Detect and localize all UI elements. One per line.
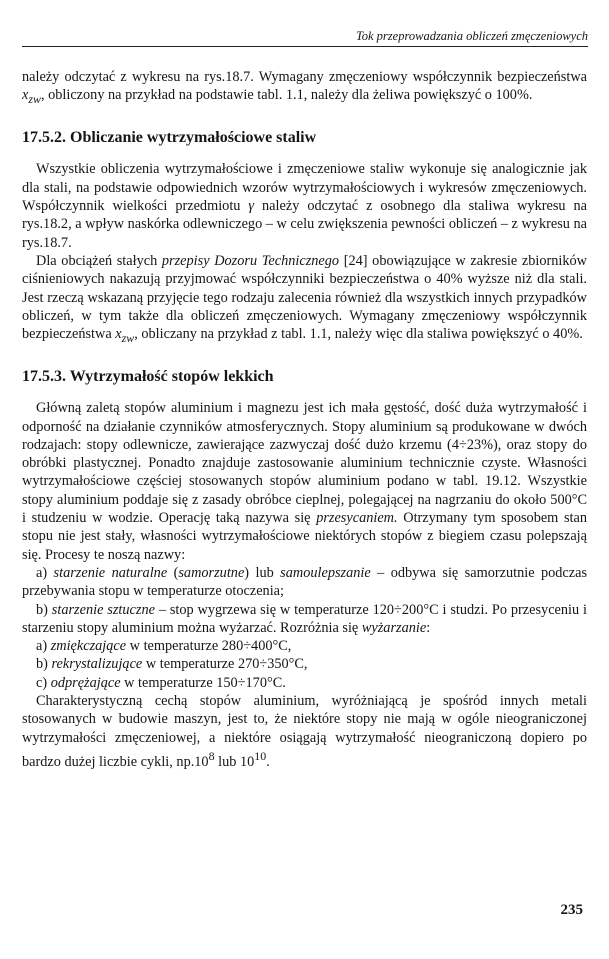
list-item: a) zmiękczające w temperaturze 280÷400°C, bbox=[36, 638, 292, 655]
running-header bbox=[22, 28, 588, 47]
list-item-aging-natural: a) starzenie naturalne (samorzutne) lub samoulepszanie – odbywa się samorzutnie podczas przebywania stopu w temperaturze otoczenia; bbox=[22, 564, 588, 600]
page-body bbox=[22, 68, 587, 771]
section-heading-staliw: 17.5.2. Obliczanie wytrzymałościowe staliw bbox=[22, 129, 317, 147]
intro-paragraph: należy odczytać z wykresu na rys.18.7. Wymagany zmęczeniowy współczynnik bezpieczeństwa $x_{zw}$, obliczony na przykład na podstawie tabl. 1.1, należy dla żeliwa powiększyć o 100%. bbox=[22, 69, 587, 107]
paragraph-stopy-1: Główną zaletą stopów aluminium i magnezu jest ich mała gęstość, dość duża wytrzymałość i odporność na działanie czynników atmosferycznych. Stopy aluminium są produkowane w dwóch rodzajach: stopy odlewnicze, zawierające zazwyczaj dość dużo krzemu (4÷23%), oraz stopy do obróbki plastycznej. Ponadto znajduje zastosowanie aluminium technicznie czyste. Własności wytrzymałościowe częściej stosowanych stopów aluminium podano w tabl. 19.12. Wszystkie stopy aluminium poddaje się z zasady obróbce cieplnej, polegającej na nagrzaniu do około 500°C i studzeniu w wodzie. Operację taką nazywa się przesycaniem. Otrzymany tym sposobem stan stopu nie jest stały, własności wytrzymałościowe niektórych stopów z biegiem czasu polepszają się. Procesy te noszą nazwy: bbox=[22, 400, 587, 563]
section-heading-stopy: 17.5.3. Wytrzymałość stopów lekkich bbox=[22, 368, 274, 386]
annealing-list bbox=[22, 637, 587, 692]
paragraph-stopy-2: Charakterystyczną cechą stopów aluminium, wyróżniającą je spośród innych metali stosowanych w budowie maszyn, jest to, że niektóre stopy nie mają w ogóle nieograniczonej wytrzymałości zmęczeniowej, a niektóre osiągają wytrzymałość nieograniczoną dopiero po bardzo dużej liczbie cykli, $np.10^8$ lub $10^{10}$. bbox=[22, 693, 587, 770]
list-item: c) odprężające w temperaturze 150÷170°C. bbox=[36, 674, 286, 691]
list-item-aging-artificial: b) starzenie sztuczne – stop wygrzewa się w temperaturze 120÷200°C i studzi. Po przesyceniu i starzeniu stopy aluminium można wyżarzać. Rozróżnia się wyżarzanie: bbox=[22, 601, 588, 636]
page-number: 235 bbox=[560, 902, 583, 918]
list-item: b) rekrystalizujące w temperaturze 270÷350°C, bbox=[36, 656, 308, 673]
paragraph-staliw-2: Dla obciążeń stałych przepisy Dozoru Technicznego [24] obowiązujące w zakresie zbiorników ciśnieniowych nakazują przyjmować współczynniki bezpieczeństwa o 40% wyższe niż dla stali. Jest rzeczą wskazaną przyjęcie tego rodzaju zalecenia również dla wszystkich innych przypadków obliczeń, w tym także dla obliczeń zmęczeniowych. Wymagany zmęczeniowy współczynnik bezpieczeństwa $x_{zw}$, obliczany na przykład z tabl. 1.1, należy więc dla staliwa powiększyć o 40%. bbox=[22, 252, 587, 345]
running-title: Tok przeprowadzania obliczeń zmęczeniowych bbox=[355, 29, 588, 43]
paragraph-staliw-1: Wszystkie obliczenia wytrzymałościowe i zmęczeniowe staliw wykonuje się analogicznie jak dla stali, na podstawie odpowiednich wzorów wytrzymałościowych i wykresów zmęczeniowych. Współczynnik wielkości przedmiotu γ należy odczytać z osobnego dla staliwa wykresu na rys.18.2, a wpływ naskórka odlewniczego – w celu zwiększenia pewności obliczeń – z wykresu na rys.18.7. bbox=[22, 161, 587, 251]
